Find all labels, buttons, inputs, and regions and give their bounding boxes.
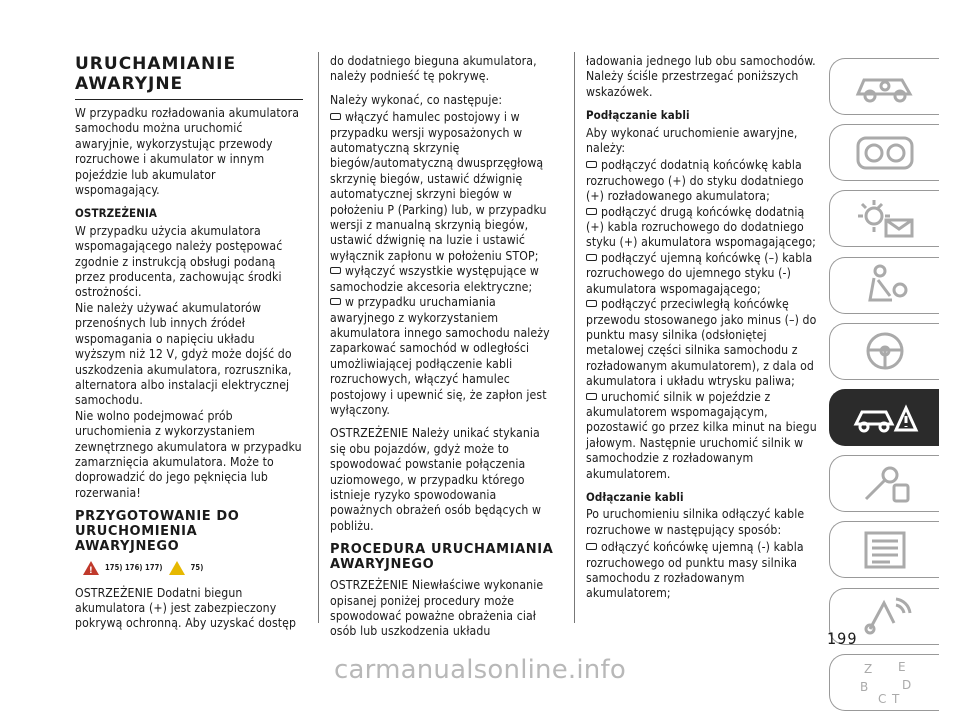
page-number: 199 xyxy=(827,629,858,648)
list-item-text: wyłączyć wszystkie występujące w samochodzie akcesoria elektryczne; xyxy=(330,264,539,294)
list-item xyxy=(586,251,818,297)
watermark: carmanualsonline.info xyxy=(334,655,626,685)
chapter-tabs xyxy=(829,58,939,720)
sun-light-icon xyxy=(850,196,920,242)
subheading: Podłączanie kabli xyxy=(586,108,690,123)
list-item-text: włączyć hamulec postojowy i w przypadku wersji wyposażonych w automatyczną skrzynię biegów/automatyczną dwusprzęgłową skrzynię biegów, ustawić dźwignię automatycznej skrzyni biegów w położeniu P (Parking) lub, w przypadku wersji z manualną skrzynią biegów, ustawić dźwignię na luzie i ustawić wyłącznik zapłonu w położeniu STOP; xyxy=(330,110,547,263)
caution-triangle-icon xyxy=(169,561,185,575)
list-item-text: odłączyć końcówkę ujemną (-) kabla rozruchowego od punktu masy silnika samochodu z rozładowanym akumulatorem; xyxy=(586,540,804,601)
paragraph: OSTRZEŻENIE Niewłaściwe wykonanie opisanej poniżej procedury może spowodować poważne obrażenia ciał osób lub uszkodzenia układu xyxy=(330,578,544,639)
paragraph: W przypadku użycia akumulatora wspomagającego należy postępować zgodnie z instrukcją obsługi podaną przez producenta, zachowując środki ostrożności. xyxy=(75,223,283,300)
list-item xyxy=(586,297,818,389)
specifications-list-icon xyxy=(850,527,920,573)
reference-numbers: 75) xyxy=(190,563,204,573)
index-letter: C xyxy=(877,692,886,706)
paragraph: W przypadku rozładowania akumulatora samochodu można uruchomić awaryjnie, wykorzystując przewody rozruchowe i akumulator w innym pojeździe lub akumulator wspomagający. xyxy=(75,106,300,198)
reference-numbers: 175) 176) 177) xyxy=(105,563,163,573)
index-letter: T xyxy=(891,692,899,706)
emergency-car-icon xyxy=(850,394,920,440)
paragraph: do dodatniego bieguna akumulatora, należy podnieść tę pokrywę. xyxy=(330,54,537,84)
tab-safety[interactable] xyxy=(829,257,939,314)
bullet-icon xyxy=(586,208,597,215)
list-item xyxy=(330,295,558,418)
list-item-text: w przypadku uruchamiania awaryjnego z wykorzystaniem akumulatora innego samochodu należy zaparkować samochód w odległości umożliwiającej podłączenie kabli rozruchowych, włączyć hamulec postojowy i upewnić się, że zapłon jest wyłączony. xyxy=(330,295,550,417)
paragraph: ładowania jednego lub obu samochodów. Należy ściśle przestrzegać poniższych wskazówek. xyxy=(586,54,816,99)
column-divider xyxy=(574,52,575,623)
section-title: URUCHAMIANIE AWARYJNE xyxy=(75,54,303,100)
list-item-text: podłączyć przeciwległą końcówkę przewodu stosowanego jako minus (–) do punktu masy silnika (odsłoniętej metalowej części silnika samochodu z rozładowanym akumulatorem), z dala od akumulatora i układu wtrysku paliwa; xyxy=(586,297,817,389)
list-item xyxy=(330,264,558,295)
subheading: OSTRZEŻENIA xyxy=(75,206,158,221)
list-item-text: podłączyć dodatnią końcówkę kabla rozruchowego (+) do styku dodatniego (+) rozładowanego akumulatora; xyxy=(586,158,804,204)
list-item-text: uruchomić silnik w pojeździe z akumulatorem wspomagającym, pozostawić go przez kilka minut na biegu jałowym. Następnie uruchomić silnik w samochodzie z rozładowanym akumulatorem. xyxy=(586,389,817,481)
column-1 xyxy=(75,52,303,640)
list-item xyxy=(586,540,818,602)
list-item xyxy=(586,205,818,251)
steering-wheel-icon xyxy=(850,328,920,374)
section-title: PRZYGOTOWANIE DO URUCHOMIENIA AWARYJNEGO xyxy=(75,509,240,555)
list-item-text: podłączyć drugą końcówkę dodatnią (+) kabla rozruchowego do dodatniego styku (+) akumulatora wspomagającego; xyxy=(586,204,816,250)
list-item xyxy=(330,110,558,264)
bullet-icon xyxy=(330,113,341,120)
column-divider xyxy=(318,52,319,623)
tab-service[interactable] xyxy=(829,455,939,512)
list-item-text: podłączyć ujemną końcówkę (–) kabla rozruchowego do ujemnego styku (-) akumulatora wspomagającego; xyxy=(586,250,813,296)
paragraph: Nie należy używać akumulatorów przenośnych lub innych źródeł wspomagania o napięciu układu wyższym niż 12 V, gdyż może dojść do uszkodzenia akumulatora, rozrusznika, alternatora albo instalacji elektrycznej samochodu. xyxy=(75,300,292,408)
bullet-icon xyxy=(330,298,341,305)
list-item xyxy=(586,390,818,482)
bullet-icon xyxy=(586,254,597,261)
tab-car-overview[interactable] xyxy=(829,58,939,115)
paragraph: OSTRZEŻENIE Należy unikać stykania się obu pojazdów, gdyż może to spowodować powstanie połączenia uziomowego, w przypadku którego istnieje ryzyko spowodowania poważnych obrażeń osób będących w pobliżu. xyxy=(330,426,542,533)
paragraph: Nie wolno podejmować prób uruchomienia z wykorzystaniem zewnętrznego akumulatora w przypadku zamarznięcia akumulatora. Może to doprowadzić do jego pęknięcia lub rozerwania! xyxy=(75,408,302,500)
dashboard-gauges-icon xyxy=(850,130,920,176)
tab-driving[interactable] xyxy=(829,323,939,380)
bullet-icon xyxy=(586,543,597,550)
tab-specifications[interactable] xyxy=(829,521,939,578)
warning-triangle-icon xyxy=(83,561,99,575)
service-wrench-icon xyxy=(850,461,920,507)
subheading: Odłączanie kabli xyxy=(586,489,684,504)
column-3 xyxy=(586,54,818,610)
multimedia-icon xyxy=(850,593,920,639)
paragraph: Aby wykonać uruchomienie awaryjne, należy: xyxy=(586,125,798,156)
bullet-icon xyxy=(330,267,341,274)
tab-dashboard[interactable] xyxy=(829,124,939,181)
index-letter: Z xyxy=(863,662,872,677)
column-2 xyxy=(330,54,558,648)
bullet-icon xyxy=(586,161,597,168)
index-letter: B xyxy=(859,680,868,695)
reference-icons xyxy=(83,560,303,575)
tab-lights[interactable] xyxy=(829,190,939,247)
paragraph: Należy wykonać, co następuje: xyxy=(330,92,503,107)
section-title: PROCEDURA URUCHAMIANIA AWARYJNEGO xyxy=(330,542,554,573)
seatbelt-safety-icon xyxy=(850,262,920,308)
car-overview-icon xyxy=(850,64,920,110)
index-letter: E xyxy=(897,660,906,675)
tab-emergency[interactable] xyxy=(829,389,939,446)
paragraph: OSTRZEŻENIE Dodatni biegun akumulatora (+) jest zabezpieczony pokrywą ochronną. Aby uzyskać dostęp xyxy=(75,585,297,631)
bullet-icon xyxy=(586,393,597,400)
list-item xyxy=(586,158,818,204)
bullet-icon xyxy=(586,300,597,307)
index-letter: D xyxy=(901,678,911,693)
paragraph: Po uruchomieniu silnika odłączyć kable rozruchowe w następujący sposób: xyxy=(586,507,805,537)
